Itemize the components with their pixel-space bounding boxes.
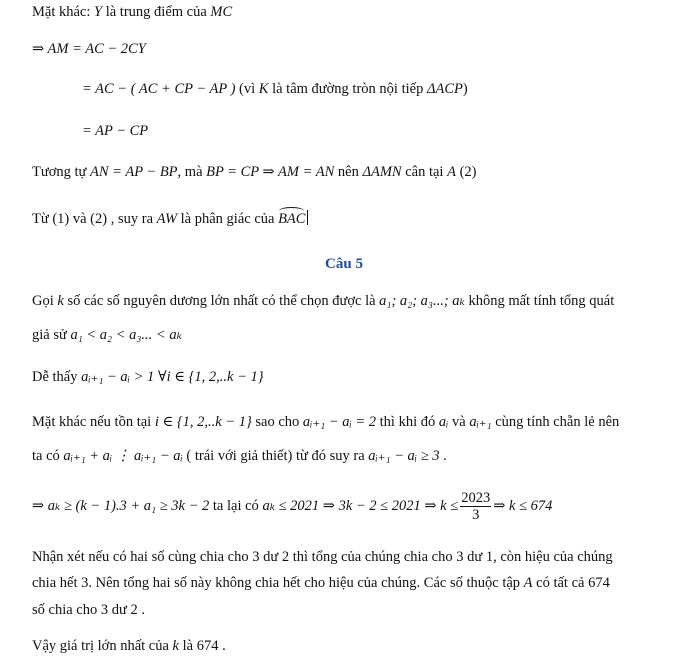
- math-a: A: [523, 575, 533, 591]
- line-assume: [32, 326, 182, 344]
- text: ( trái với giả thiết) từ đó suy ra: [182, 448, 369, 464]
- value: 674: [588, 575, 610, 591]
- text: Vậy giá trị lớn nhất của: [32, 638, 173, 654]
- math-aw: AW: [156, 211, 178, 227]
- text: chia hết 3. Nên tổng hai số này không chia hết cho hiệu của chúng. Các số thuộc tập: [32, 575, 524, 591]
- line-contradiction: [32, 447, 447, 465]
- text: có tất cả: [532, 575, 589, 591]
- math-a: A: [447, 164, 456, 180]
- line-remark-2: [32, 574, 610, 592]
- line-similar: [32, 163, 477, 181]
- line-easy: [32, 368, 264, 386]
- math-triangle: ΔACP: [426, 81, 463, 97]
- text: Mặt khác nếu tồn tại: [32, 414, 155, 430]
- line-midpoint: [32, 3, 232, 21]
- text: Dễ thấy: [32, 369, 82, 385]
- math: BP = CP ⇒ AM = AN: [206, 164, 335, 180]
- math: aᵢ: [438, 414, 449, 430]
- line-intro: [32, 292, 614, 310]
- math-k: K: [258, 81, 269, 97]
- text-cursor: [307, 210, 308, 225]
- math: i ∈ {1, 2,..k − 1}: [154, 414, 252, 430]
- text: giả sử: [32, 327, 71, 343]
- text: là tâm đường tròn nội tiếp: [268, 81, 427, 97]
- text: là trung điểm của: [102, 4, 211, 20]
- line-final: [32, 637, 226, 655]
- line-eq-result: = AP − CP: [82, 123, 149, 139]
- section-title: Câu 5: [325, 256, 363, 272]
- fraction-numerator: 2023: [461, 490, 491, 506]
- math-y: Y: [94, 4, 103, 20]
- math-ordering: a₁ < a₂ < a₃... < aₖ: [70, 327, 182, 343]
- line-bound: [32, 490, 552, 523]
- math: aᵢ₊₁: [469, 414, 492, 430]
- text: là: [178, 638, 197, 654]
- math: aₖ ≤ 2021 ⇒ 3k − 2 ≤ 2021 ⇒ k ≤: [262, 497, 459, 514]
- line-eq-expand: [82, 80, 468, 98]
- text: thì khi đó: [376, 414, 439, 430]
- text: Từ (1) và (2) , suy ra: [32, 211, 157, 227]
- text: nên: [334, 164, 363, 180]
- text: và: [448, 414, 470, 430]
- math: aᵢ₊₁ − aᵢ ≥ 3: [368, 448, 440, 464]
- math-k: k: [57, 293, 64, 309]
- math: aᵢ₊₁ − aᵢ > 1 ∀i ∈ {1, 2,..k − 1}: [81, 369, 264, 385]
- fraction: [460, 490, 491, 523]
- text: .: [218, 638, 226, 654]
- math: ⇒ aₖ ≥ (k − 1).3 + a₁ ≥ 3k − 2: [32, 497, 210, 514]
- text: Tương tự: [32, 164, 91, 180]
- text: .: [439, 448, 447, 464]
- line-eq-am: ⇒ AM = AC − 2CY: [32, 41, 146, 57]
- line-conclusion: [32, 210, 308, 228]
- text: (vì: [235, 81, 259, 97]
- text: , mà: [177, 164, 207, 180]
- text: ta có: [32, 448, 64, 464]
- line-remark-3: số chia cho 3 dư 2 .: [32, 602, 145, 618]
- text: không mất tính tổng quát: [464, 293, 615, 309]
- tag: (2): [455, 164, 477, 180]
- text: là phân giác của: [177, 211, 279, 227]
- math: ⇒ k ≤ 674: [493, 497, 553, 514]
- text: cân tại: [401, 164, 448, 180]
- math: aᵢ₊₁ + aᵢ ⋮ aᵢ₊₁ − aᵢ: [63, 448, 183, 464]
- line-remark-1: Nhận xét nếu có hai số cùng chia cho 3 dư 2 thì tổng của chúng chia cho 3 dư 1, còn hiệu của chúng: [32, 549, 613, 565]
- math-angle-bac: BAC: [278, 211, 306, 227]
- text: Gọi: [32, 293, 58, 309]
- math-k: k: [172, 638, 179, 654]
- value: 674: [196, 638, 219, 654]
- math-sequence: a₁; a₂; a₃...; aₖ: [379, 293, 465, 309]
- text: ): [462, 81, 468, 97]
- math-triangle: ΔAMN: [362, 164, 402, 180]
- text: số các số nguyên dương lớn nhất có thể chọn được là: [63, 293, 380, 309]
- line-exists: [32, 413, 619, 431]
- text: ta lại có: [209, 497, 263, 514]
- math: aᵢ₊₁ − aᵢ = 2: [302, 414, 377, 430]
- math-expr: = AC − ( AC + CP − AP ): [82, 81, 236, 97]
- math-mc: MC: [210, 4, 233, 20]
- text: cùng tính chẵn lẻ nên: [491, 414, 620, 430]
- fraction-denominator: 3: [472, 507, 480, 523]
- text: sao cho: [251, 414, 303, 430]
- math: AN = AP − BP: [90, 164, 178, 180]
- text: Mặt khác:: [32, 4, 95, 20]
